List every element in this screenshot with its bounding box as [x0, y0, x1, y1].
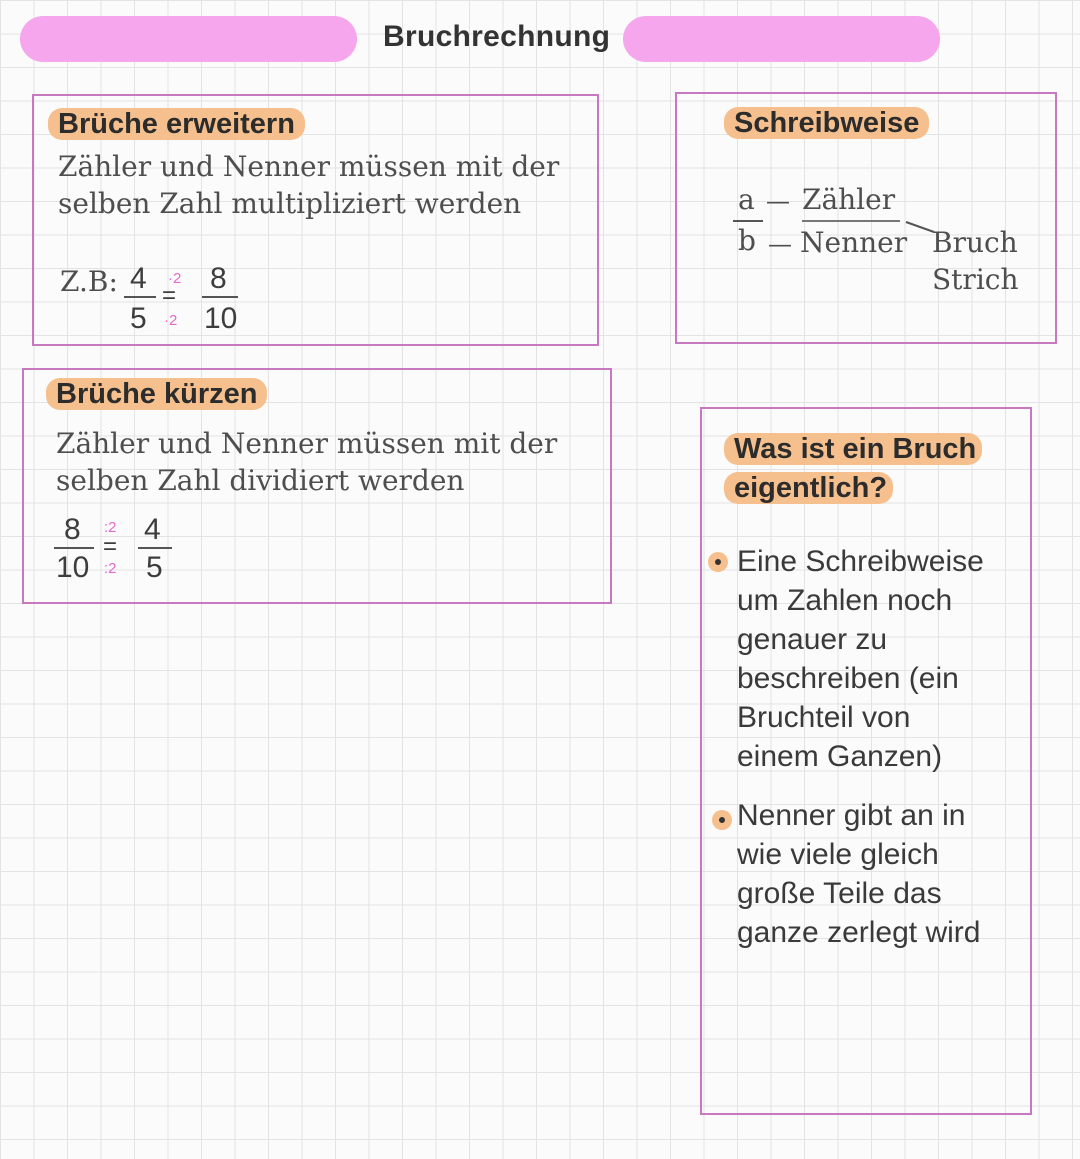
bruch-bullet1-line6: einem Ganzen)	[737, 740, 943, 773]
kuerzen-right-numerator: 4	[144, 513, 161, 546]
erweitern-operator-top: ·2	[168, 270, 182, 287]
erweitern-left-fraction-bar	[124, 296, 156, 298]
schreibweise-dash-a: —	[766, 187, 790, 215]
bruch-heading-line1: Was ist ein Bruch	[724, 433, 982, 465]
kuerzen-operator-top: :2	[104, 519, 117, 536]
schreibweise-heading: Schreibweise	[724, 107, 929, 139]
kuerzen-equals: =	[103, 533, 118, 560]
kuerzen-left-numerator: 8	[64, 513, 81, 546]
erweitern-right-fraction-bar	[202, 296, 238, 298]
erweitern-right-numerator: 8	[210, 262, 227, 295]
schreibweise-bruch: Bruch	[932, 226, 1018, 259]
bruch-bullet2-line3: große Teile das	[737, 877, 942, 910]
erweitern-equals: =	[162, 282, 177, 309]
erweitern-example-prefix: Z.B:	[60, 265, 118, 298]
bullet-icon	[712, 810, 732, 830]
erweitern-heading: Brüche erweitern	[48, 108, 305, 140]
erweitern-operator-bottom: ·2	[164, 312, 178, 329]
erweitern-right-denominator: 10	[204, 302, 238, 335]
kuerzen-right-denominator: 5	[146, 551, 163, 584]
bullet-icon	[708, 552, 728, 572]
kuerzen-right-fraction-bar	[138, 547, 172, 549]
bruch-heading-line2: eigentlich?	[724, 472, 893, 504]
schreibweise-b: b	[738, 224, 756, 257]
kuerzen-text-line1: Zähler und Nenner müssen mit der	[56, 427, 558, 460]
kuerzen-left-denominator: 10	[56, 551, 90, 584]
header-decoration-right	[623, 16, 940, 62]
header-decoration-left	[20, 16, 357, 62]
schreibweise-zaehler-underline	[802, 220, 900, 222]
kuerzen-text-line2: selben Zahl dividiert werden	[56, 464, 465, 497]
bruch-bullet1-line5: Bruchteil von	[737, 701, 911, 734]
schreibweise-nenner: Nenner	[800, 226, 908, 259]
kuerzen-left-fraction-bar	[54, 547, 94, 549]
bruch-bullet2-line4: ganze zerlegt wird	[737, 916, 981, 949]
page-title: Bruchrechnung	[383, 20, 611, 53]
schreibweise-zaehler: Zähler	[802, 183, 896, 216]
erweitern-text-line1: Zähler und Nenner müssen mit der	[58, 150, 560, 183]
bruch-bullet2-line1: Nenner gibt an in	[737, 799, 966, 832]
erweitern-left-denominator: 5	[130, 302, 147, 335]
kuerzen-heading: Brüche kürzen	[46, 378, 267, 410]
bruch-bullet2-line2: wie viele gleich	[737, 838, 939, 871]
schreibweise-strich: Strich	[932, 263, 1019, 296]
bruch-bullet1-line1: Eine Schreibweise	[737, 545, 984, 578]
kuerzen-operator-bottom: :2	[104, 560, 117, 577]
bruch-bullet1-line2: um Zahlen noch	[737, 584, 953, 617]
bruch-bullet1-line4: beschreiben (ein	[737, 662, 959, 695]
erweitern-text-line2: selben Zahl multipliziert werden	[58, 187, 522, 220]
schreibweise-a: a	[738, 183, 755, 216]
erweitern-left-numerator: 4	[130, 262, 147, 295]
bruch-bullet1-line3: genauer zu	[737, 623, 888, 656]
schreibweise-dash-b: —	[768, 230, 792, 258]
